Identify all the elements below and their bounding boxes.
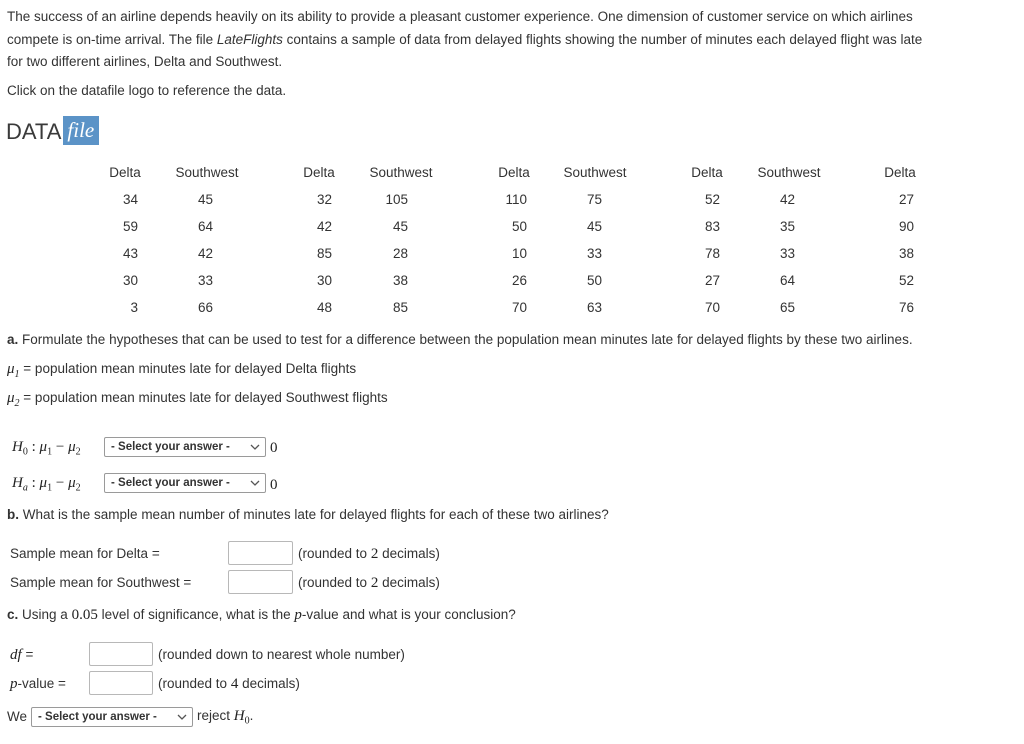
table-cell: 90 xyxy=(898,219,914,234)
table-header: Delta xyxy=(303,165,335,180)
h0-select[interactable]: - Select your answer - xyxy=(104,437,266,457)
table-cell: 33 xyxy=(586,246,602,261)
conclusion-select[interactable]: - Select your answer - xyxy=(31,707,193,727)
instruction-text: Click on the datafile logo to reference the data. xyxy=(7,83,287,98)
table-cell: 64 xyxy=(779,273,795,288)
table-cell: 42 xyxy=(197,246,213,261)
table-cell: 43 xyxy=(122,246,138,261)
ha-zero: 0 xyxy=(270,477,278,493)
table-header: Delta xyxy=(498,165,530,180)
mu2-text: = population mean minutes late for delayed Southwest flights xyxy=(23,390,388,405)
table-cell: 105 xyxy=(385,192,408,207)
table-cell: 30 xyxy=(316,273,332,288)
table-header: Southwest xyxy=(757,165,821,180)
delta-mean-input[interactable] xyxy=(228,541,293,565)
table-cell: 45 xyxy=(586,219,602,234)
df-label: df = xyxy=(10,647,34,663)
df-input[interactable] xyxy=(89,642,153,666)
table-cell: 27 xyxy=(704,273,720,288)
chevron-down-icon xyxy=(250,478,260,488)
table-cell: 52 xyxy=(704,192,720,207)
table-cell: 78 xyxy=(704,246,720,261)
file-name: LateFlights xyxy=(216,31,283,47)
delta-mean-hint: (rounded to 2 decimals) xyxy=(298,546,440,562)
conclusion-we: We xyxy=(7,709,28,724)
table-cell: 63 xyxy=(586,300,602,315)
table-cell: 66 xyxy=(197,300,213,315)
table-cell: 48 xyxy=(316,300,332,315)
table-cell: 27 xyxy=(898,192,914,207)
df-hint: (rounded down to nearest whole number) xyxy=(158,647,405,662)
table-cell: 76 xyxy=(898,300,914,315)
datafile-logo[interactable] xyxy=(6,113,99,145)
pvalue-label: p-value = xyxy=(10,676,66,692)
table-header: Delta xyxy=(691,165,723,180)
table-cell: 33 xyxy=(197,273,213,288)
mu1-definition xyxy=(7,359,356,385)
pvalue-hint: (rounded to 4 decimals) xyxy=(158,676,300,692)
table-cell: 34 xyxy=(122,192,138,207)
table-cell: 50 xyxy=(511,219,527,234)
mu1-text: = population mean minutes late for delayed Delta flights xyxy=(23,361,357,376)
part-b-label: b. xyxy=(7,507,19,522)
table-cell: 32 xyxy=(316,192,332,207)
table-cell: 75 xyxy=(586,192,602,207)
table-cell: 59 xyxy=(122,219,138,234)
southwest-mean-hint: (rounded to 2 decimals) xyxy=(298,575,440,591)
table-cell: 3 xyxy=(130,300,138,315)
table-cell: 110 xyxy=(505,192,527,207)
table-cell: 70 xyxy=(511,300,527,315)
table-header: Southwest xyxy=(175,165,239,180)
table-cell: 30 xyxy=(122,273,138,288)
pvalue-input[interactable] xyxy=(89,671,153,695)
intro-line-2-pre: compete is on-time arrival. The file xyxy=(7,31,217,47)
table-cell: 28 xyxy=(392,246,408,261)
table-cell: 33 xyxy=(779,246,795,261)
part-a-label: a. xyxy=(7,332,19,347)
part-a-question xyxy=(7,331,913,349)
intro-line-1: The success of an airline depends heavily on its ability to provide a pleasant customer experience. One dimension of customer service on which airlines xyxy=(7,9,913,24)
table-cell: 85 xyxy=(316,246,332,261)
table-cell: 35 xyxy=(779,219,795,234)
table-cell: 10 xyxy=(511,246,527,261)
table-cell: 45 xyxy=(197,192,213,207)
h0-zero: 0 xyxy=(270,440,278,456)
table-cell: 42 xyxy=(316,219,332,234)
intro-line-3: for two different airlines, Delta and Southwest. xyxy=(7,54,283,69)
mu2-symbol: $\mu_2$ xyxy=(7,390,20,409)
delta-mean-label: Sample mean for Delta = xyxy=(10,546,160,561)
table-cell: 52 xyxy=(898,273,914,288)
chevron-down-icon xyxy=(177,712,187,722)
part-a-text: Formulate the hypotheses that can be used to test for a difference between the population mean minutes late for delayed flights by these two airlines. xyxy=(22,332,913,347)
table-header: Southwest xyxy=(563,165,627,180)
part-c-label: c. xyxy=(7,607,19,622)
alpha-value: 0.05 xyxy=(71,607,98,623)
mu1-symbol: $\mu_1$ xyxy=(7,361,20,380)
part-b-text: What is the sample mean number of minutes late for delayed flights for each of these two airlines? xyxy=(22,507,609,522)
ha-select[interactable]: - Select your answer - xyxy=(104,473,266,493)
table-cell: 38 xyxy=(392,273,408,288)
table-cell: 38 xyxy=(898,246,914,261)
logo-data-text: DATA xyxy=(6,119,62,144)
table-header: Southwest xyxy=(369,165,433,180)
table-cell: 70 xyxy=(704,300,720,315)
table-cell: 85 xyxy=(392,300,408,315)
chevron-down-icon xyxy=(250,442,260,452)
ha-expression: $H_a$ : $\mu_1 - \mu_2$ xyxy=(12,475,81,494)
intro-paragraph xyxy=(7,6,1015,74)
part-b-question xyxy=(7,506,609,524)
intro-line-2-post: contains a sample of data from delayed flights showing the number of minutes each delayed flight was late xyxy=(282,31,923,47)
conclusion-reject: reject $H_0$. xyxy=(197,708,254,727)
table-header: Delta xyxy=(109,165,141,180)
table-cell: 64 xyxy=(197,219,213,234)
southwest-mean-input[interactable] xyxy=(228,570,293,594)
part-c-question: c. Using a 0.05 level of significance, what is the p-value and what is your conclusion? xyxy=(7,607,516,623)
table-cell: 50 xyxy=(586,273,602,288)
mu2-definition xyxy=(7,388,388,414)
h0-expression: $H_0$ : $\mu_1 - \mu_2$ xyxy=(12,439,81,458)
logo-file-text: file xyxy=(63,116,99,145)
southwest-mean-label: Sample mean for Southwest = xyxy=(10,575,192,590)
table-cell: 45 xyxy=(392,219,408,234)
table-cell: 65 xyxy=(779,300,795,315)
table-cell: 26 xyxy=(511,273,527,288)
table-cell: 83 xyxy=(704,219,720,234)
table-header: Delta xyxy=(884,165,916,180)
table-cell: 42 xyxy=(779,192,795,207)
